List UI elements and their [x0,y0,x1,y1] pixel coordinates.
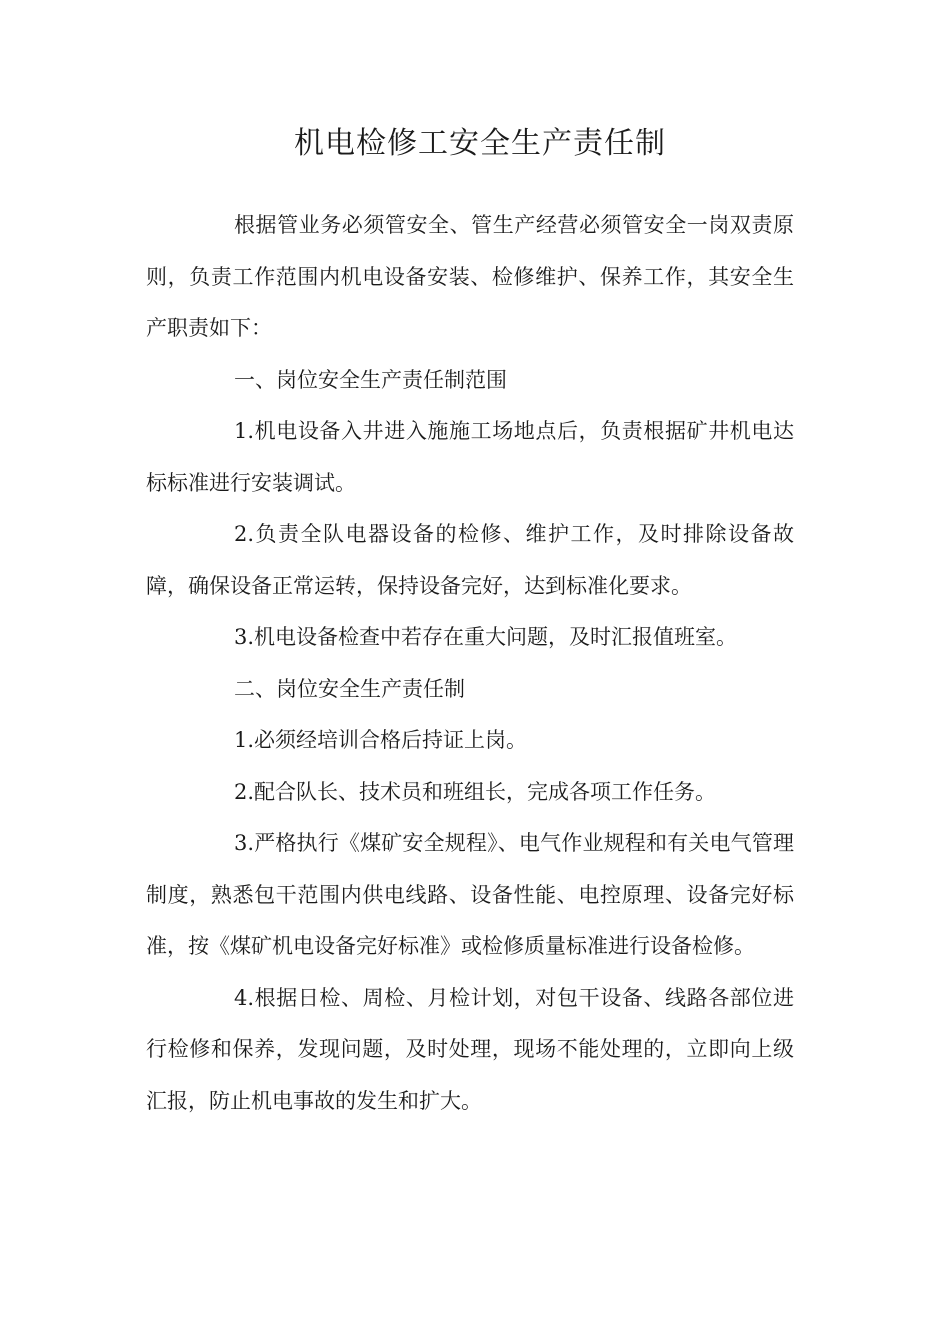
duty-item-3: 3.严格执行《煤矿安全规程》、电气作业规程和有关电气管理制度，熟悉包干范围内供电线路、设备性能、电控原理、设备完好标准，按《煤矿机电设备完好标准》或检修质量标准进行设备检修。 [146,831,794,958]
scope-item-3: 3.机电设备检查中若存在重大问题，及时汇报值班室。 [234,625,738,649]
duty-item-4: 4.根据日检、周检、月检计划，对包干设备、线路各部位进行检修和保养，发现问题，及时处理，现场不能处理的，立即向上级汇报，防止机电事故的发生和扩大。 [146,985,794,1113]
section-heading-duties: 二、岗位安全生产责任制 [234,676,465,701]
section-heading-scope: 一、岗位安全生产责任制范围 [234,367,507,392]
scope-item-1: 1.机电设备入井进入施施工场地点后，负责根据矿井机电达标标准进行安装调试。 [146,419,794,495]
duty-item-1: 1.必须经培训合格后持证上岗。 [234,728,528,752]
duty-item-2: 2.配合队长、技术员和班组长，完成各项工作任务。 [234,779,717,804]
scope-item-2: 2.负责全队电器设备的检修、维护工作，及时排除设备故障，确保设备正常运转，保持设备完好，达到标准化要求。 [146,522,794,598]
intro-paragraph: 根据管业务必须管安全、管生产经营必须管安全一岗双责原则，负责工作范围内机电设备安装、检修维护、保养工作，其安全生产职责如下： [146,213,794,340]
document-title: 机电检修工安全生产责任制 [294,126,666,161]
document-page [146,118,794,1127]
